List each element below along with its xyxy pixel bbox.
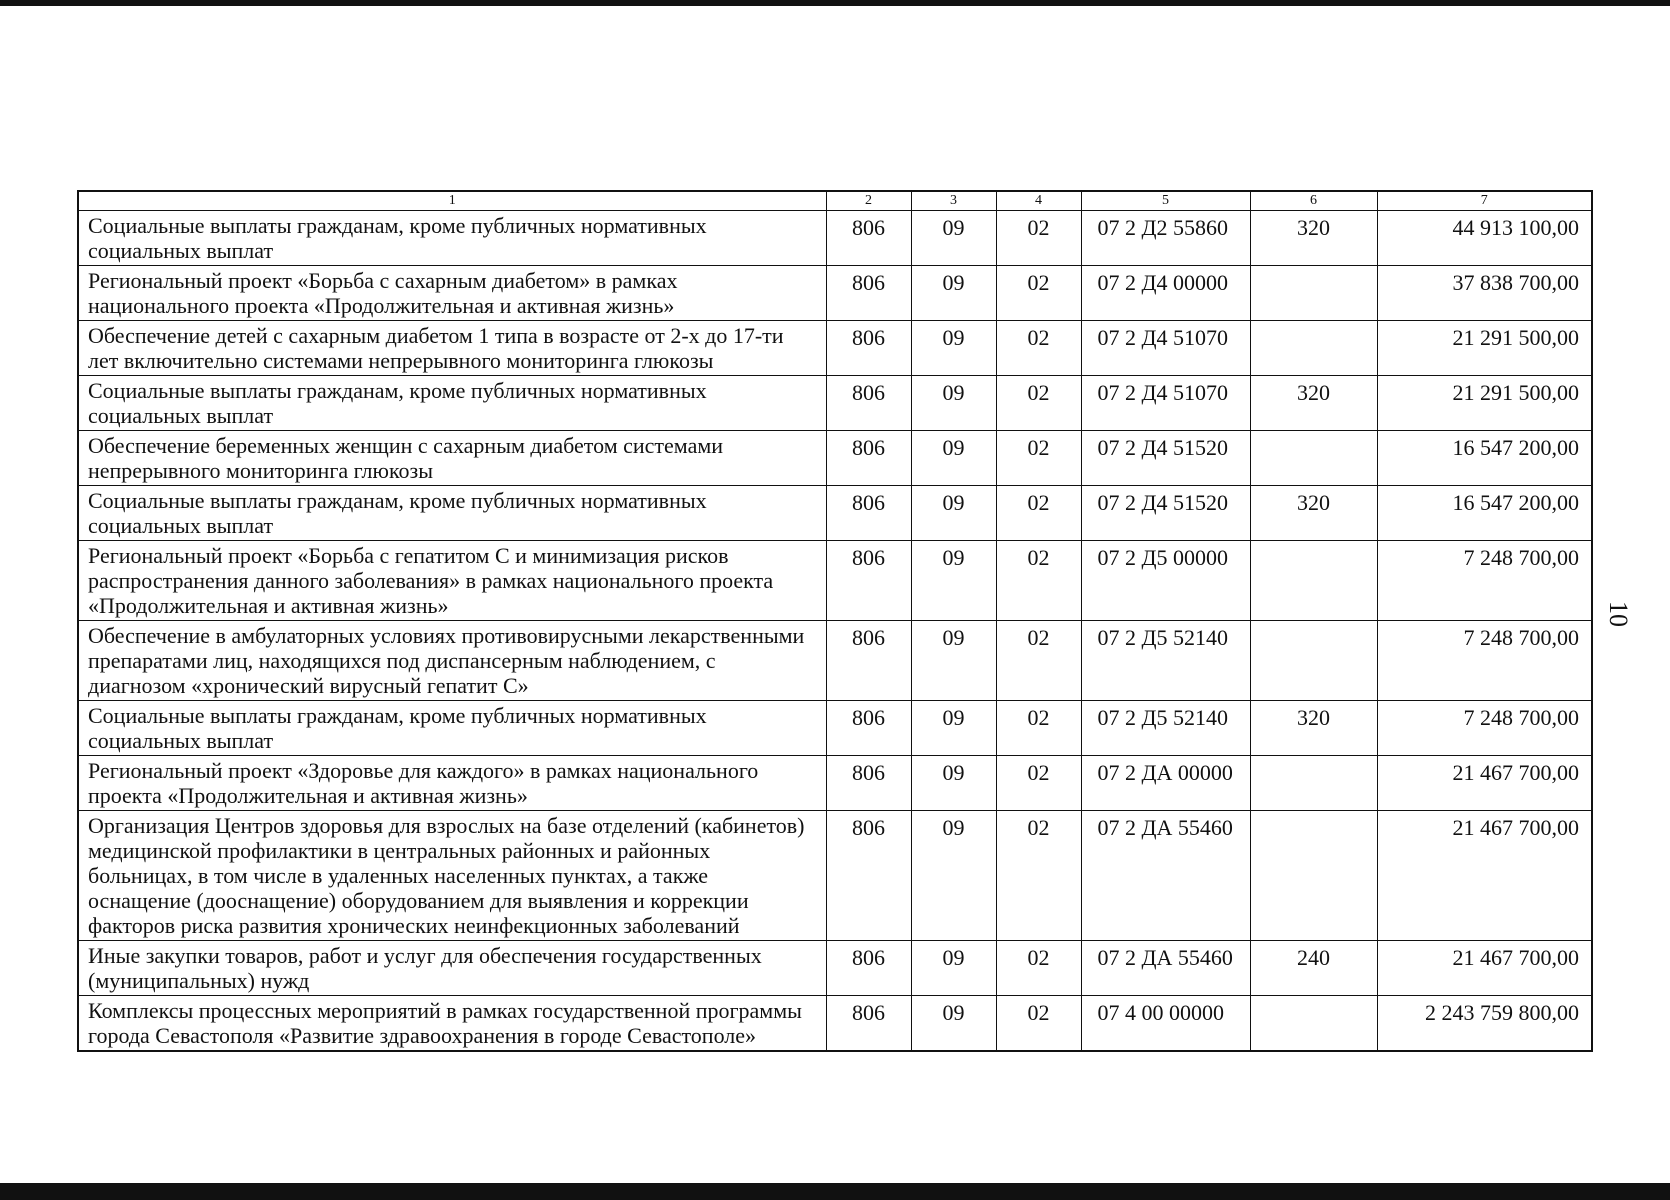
subsection-code-cell: 02 [996,486,1081,541]
expense-type-cell: 320 [1250,211,1377,266]
amount-cell: 21 467 700,00 [1377,756,1592,811]
row-name-cell: Региональный проект «Борьба с гепатитом С и минимизация рисков распространения данного заболевания» в рамках национального проекта «Продолжительная и активная жизнь» [78,541,826,621]
target-article-cell: 07 2 Д5 52140 [1081,621,1250,701]
target-article-cell: 07 2 Д4 51520 [1081,431,1250,486]
amount-cell: 7 248 700,00 [1377,541,1592,621]
row-name-cell: Иные закупки товаров, работ и услуг для обеспечения государственных (муниципальных) нужд [78,941,826,996]
grbs-code-cell: 806 [826,376,911,431]
grbs-code-cell: 806 [826,211,911,266]
expense-type-cell [1250,431,1377,486]
expense-type-cell [1250,266,1377,321]
target-article-cell: 07 2 Д4 00000 [1081,266,1250,321]
table-row [78,266,1592,321]
amount-cell: 44 913 100,00 [1377,211,1592,266]
amount-cell: 37 838 700,00 [1377,266,1592,321]
grbs-code-cell: 806 [826,431,911,486]
table-row [78,811,1592,941]
scan-border-top [0,0,1670,6]
row-name-cell: Социальные выплаты гражданам, кроме публичных нормативных социальных выплат [78,211,826,266]
section-code-cell: 09 [911,621,996,701]
expense-type-cell [1250,321,1377,376]
section-code-cell: 09 [911,486,996,541]
page-number: 10 [1604,601,1633,627]
grbs-code-cell: 806 [826,621,911,701]
column-number: 7 [1377,191,1592,211]
amount-cell: 21 467 700,00 [1377,941,1592,996]
amount-cell: 21 291 500,00 [1377,321,1592,376]
column-number: 2 [826,191,911,211]
target-article-cell: 07 2 Д5 52140 [1081,701,1250,756]
section-code-cell: 09 [911,431,996,486]
table-header [78,191,1592,211]
column-number: 3 [911,191,996,211]
table-row [78,431,1592,486]
column-number: 5 [1081,191,1250,211]
target-article-cell: 07 2 Д5 00000 [1081,541,1250,621]
target-article-cell: 07 2 ДА 55460 [1081,941,1250,996]
section-code-cell: 09 [911,211,996,266]
row-name-cell: Обеспечение детей с сахарным диабетом 1 типа в возрасте от 2-х до 17-ти лет включительно системами непрерывного мониторинга глюкозы [78,321,826,376]
column-number: 6 [1250,191,1377,211]
table-row [78,541,1592,621]
subsection-code-cell: 02 [996,811,1081,941]
grbs-code-cell: 806 [826,701,911,756]
section-code-cell: 09 [911,941,996,996]
table-row [78,321,1592,376]
row-name-cell: Социальные выплаты гражданам, кроме публичных нормативных социальных выплат [78,376,826,431]
subsection-code-cell: 02 [996,996,1081,1052]
subsection-code-cell: 02 [996,621,1081,701]
table-row [78,941,1592,996]
target-article-cell: 07 4 00 00000 [1081,996,1250,1052]
amount-cell: 21 467 700,00 [1377,811,1592,941]
grbs-code-cell: 806 [826,996,911,1052]
expense-type-cell [1250,541,1377,621]
row-name-cell: Региональный проект «Здоровье для каждого» в рамках национального проекта «Продолжительная и активная жизнь» [78,756,826,811]
budget-table [77,190,1593,1052]
grbs-code-cell: 806 [826,541,911,621]
expense-type-cell [1250,811,1377,941]
table-row [78,996,1592,1052]
row-name-cell: Обеспечение в амбулаторных условиях противовирусными лекарственными препаратами лиц, находящихся под диспансерным наблюдением, с диагнозом «хронический вирусный гепатит С» [78,621,826,701]
section-code-cell: 09 [911,996,996,1052]
section-code-cell: 09 [911,321,996,376]
subsection-code-cell: 02 [996,701,1081,756]
table-body [78,211,1592,1052]
target-article-cell: 07 2 Д4 51070 [1081,376,1250,431]
expense-type-cell: 320 [1250,701,1377,756]
subsection-code-cell: 02 [996,941,1081,996]
row-name-cell: Социальные выплаты гражданам, кроме публичных нормативных социальных выплат [78,701,826,756]
subsection-code-cell: 02 [996,211,1081,266]
expense-type-cell: 240 [1250,941,1377,996]
grbs-code-cell: 806 [826,486,911,541]
column-number: 4 [996,191,1081,211]
target-article-cell: 07 2 Д4 51070 [1081,321,1250,376]
grbs-code-cell: 806 [826,941,911,996]
grbs-code-cell: 806 [826,756,911,811]
column-number-row [78,191,1592,211]
row-name-cell: Социальные выплаты гражданам, кроме публичных нормативных социальных выплат [78,486,826,541]
expense-type-cell [1250,996,1377,1052]
subsection-code-cell: 02 [996,756,1081,811]
grbs-code-cell: 806 [826,811,911,941]
column-number: 1 [78,191,826,211]
table-row [78,701,1592,756]
expense-type-cell: 320 [1250,486,1377,541]
grbs-code-cell: 806 [826,321,911,376]
subsection-code-cell: 02 [996,266,1081,321]
target-article-cell: 07 2 ДА 00000 [1081,756,1250,811]
amount-cell: 2 243 759 800,00 [1377,996,1592,1052]
table-row [78,621,1592,701]
subsection-code-cell: 02 [996,431,1081,486]
subsection-code-cell: 02 [996,321,1081,376]
amount-cell: 7 248 700,00 [1377,701,1592,756]
amount-cell: 16 547 200,00 [1377,431,1592,486]
row-name-cell: Региональный проект «Борьба с сахарным диабетом» в рамках национального проекта «Продолжительная и активная жизнь» [78,266,826,321]
scan-border-bottom [0,1183,1670,1200]
subsection-code-cell: 02 [996,541,1081,621]
amount-cell: 7 248 700,00 [1377,621,1592,701]
table-row [78,756,1592,811]
table-row [78,376,1592,431]
section-code-cell: 09 [911,541,996,621]
target-article-cell: 07 2 Д4 51520 [1081,486,1250,541]
target-article-cell: 07 2 ДА 55460 [1081,811,1250,941]
table-row [78,211,1592,266]
section-code-cell: 09 [911,756,996,811]
table-row [78,486,1592,541]
section-code-cell: 09 [911,376,996,431]
row-name-cell: Организация Центров здоровья для взрослых на базе отделений (кабинетов) медицинской профилактики в центральных районных и районных больницах, в том числе в удаленных населенных пунктах, а также оснащение (дооснащение) оборудованием для выявления и коррекции факторов риска развития хронических неинфекционных заболеваний [78,811,826,941]
grbs-code-cell: 806 [826,266,911,321]
expense-type-cell [1250,756,1377,811]
row-name-cell: Комплексы процессных мероприятий в рамках государственной программы города Севастополя «Развитие здравоохранения в городе Севастополе» [78,996,826,1052]
amount-cell: 16 547 200,00 [1377,486,1592,541]
amount-cell: 21 291 500,00 [1377,376,1592,431]
expense-type-cell [1250,621,1377,701]
expense-type-cell: 320 [1250,376,1377,431]
section-code-cell: 09 [911,811,996,941]
row-name-cell: Обеспечение беременных женщин с сахарным диабетом системами непрерывного мониторинга глюкозы [78,431,826,486]
section-code-cell: 09 [911,701,996,756]
section-code-cell: 09 [911,266,996,321]
subsection-code-cell: 02 [996,376,1081,431]
target-article-cell: 07 2 Д2 55860 [1081,211,1250,266]
